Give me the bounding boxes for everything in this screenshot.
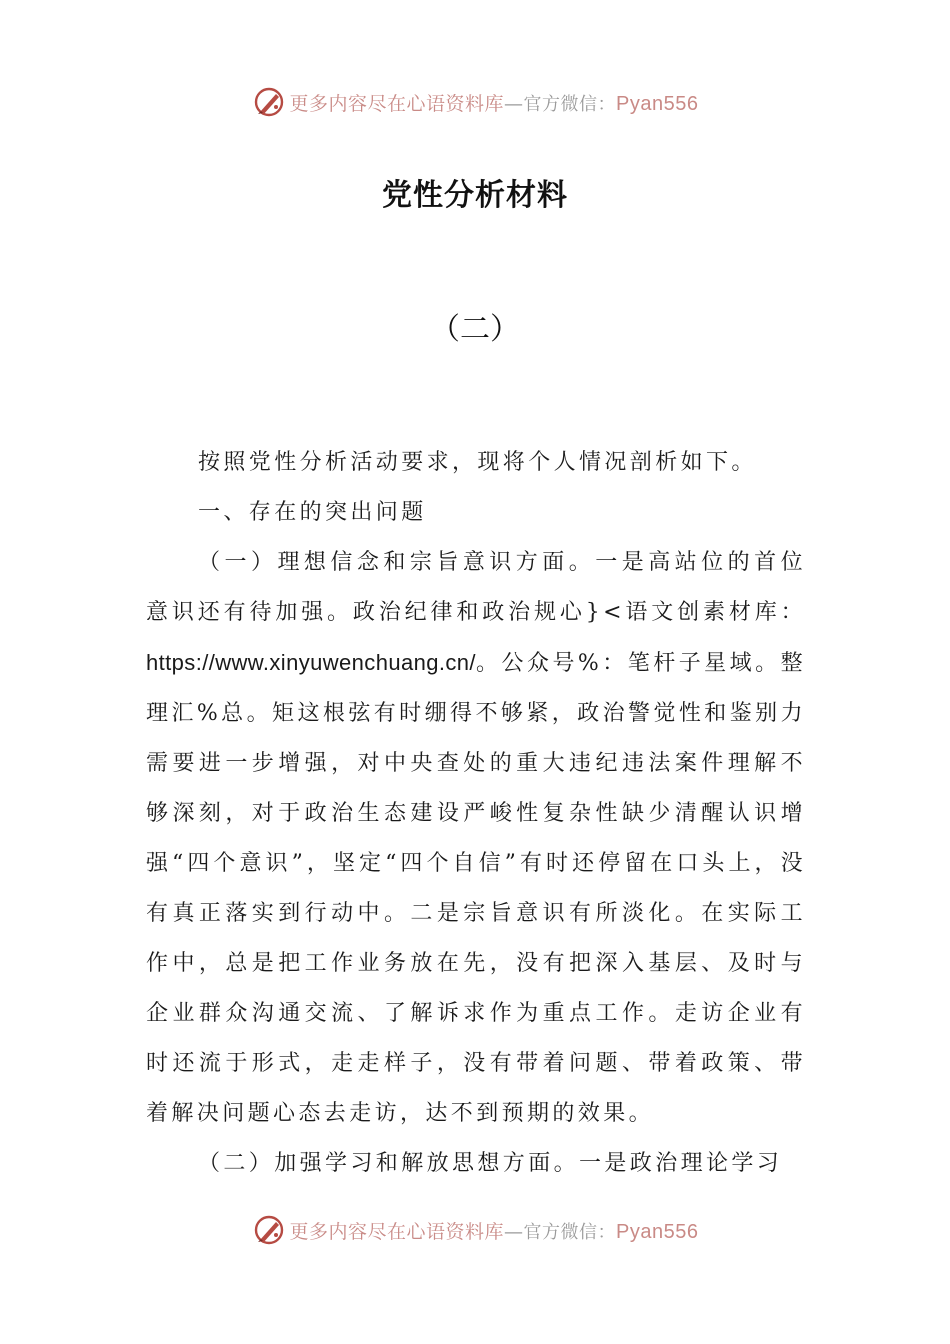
source-url: https://www.xinyuwenchuang.cn/ <box>146 650 476 675</box>
intro-paragraph: 按照党性分析活动要求，现将个人情况剖析如下。 <box>198 450 757 475</box>
pen-logo-icon <box>252 1213 286 1247</box>
document-subtitle: （二） <box>430 312 520 347</box>
watermark-brand: 更多内容尽在心语资料库 <box>289 1220 505 1243</box>
watermark-brand: 更多内容尽在心语资料库 <box>289 92 505 115</box>
section-heading: 一、存在的突出问题 <box>198 500 427 525</box>
document-body <box>146 438 806 1189</box>
watermark-footer <box>0 1210 950 1250</box>
paragraph-ideals-text-a: （一）理想信念和宗旨意识方面。一是高站位的首位意识还有待加强。政治纪律和政治规心}<语文创素材库： <box>146 550 806 625</box>
watermark-dash: — <box>504 1220 524 1243</box>
paragraph-ideals <box>146 538 806 1139</box>
document-title: 党性分析材料 <box>382 178 568 213</box>
paragraph-learning: （二）加强学习和解放思想方面。一是政治理论学习 <box>198 1151 783 1176</box>
watermark-text <box>290 89 699 116</box>
watermark-wechat-id: Pyan556 <box>616 1220 699 1243</box>
watermark-wechat-label: 官方微信： <box>523 1221 617 1243</box>
paragraph-ideals-text-b: 。公众号%：笔杆子星域。整理汇%总。矩这根弦有时绷得不够紧，政治警觉性和鉴别力需要进一步增强，对中央查处的重大违纪违法案件理解不够深刻，对于政治生态建设严峻性复杂性缺少清醒认识增强“四个意识”，坚定“四个自信”有时还停留在口头上，没有真正落实到行动中。二是宗旨意识有所淡化。在实际工作中，总是把工作业务放在先，没有把深入基层、及时与企业群众沟通交流、了解诉求作为重点工作。走访企业有时还流于形式，走走样子，没有带着问题、带着政策、带着解决问题心态去走访，达不到预期的效果。 <box>146 651 806 1126</box>
watermark-wechat-label: 官方微信： <box>523 93 617 115</box>
watermark-dash: — <box>504 92 524 115</box>
watermark-wechat-id: Pyan556 <box>616 92 699 115</box>
watermark-text <box>290 1217 699 1244</box>
watermark-header <box>0 82 950 122</box>
pen-logo-icon <box>252 85 286 119</box>
